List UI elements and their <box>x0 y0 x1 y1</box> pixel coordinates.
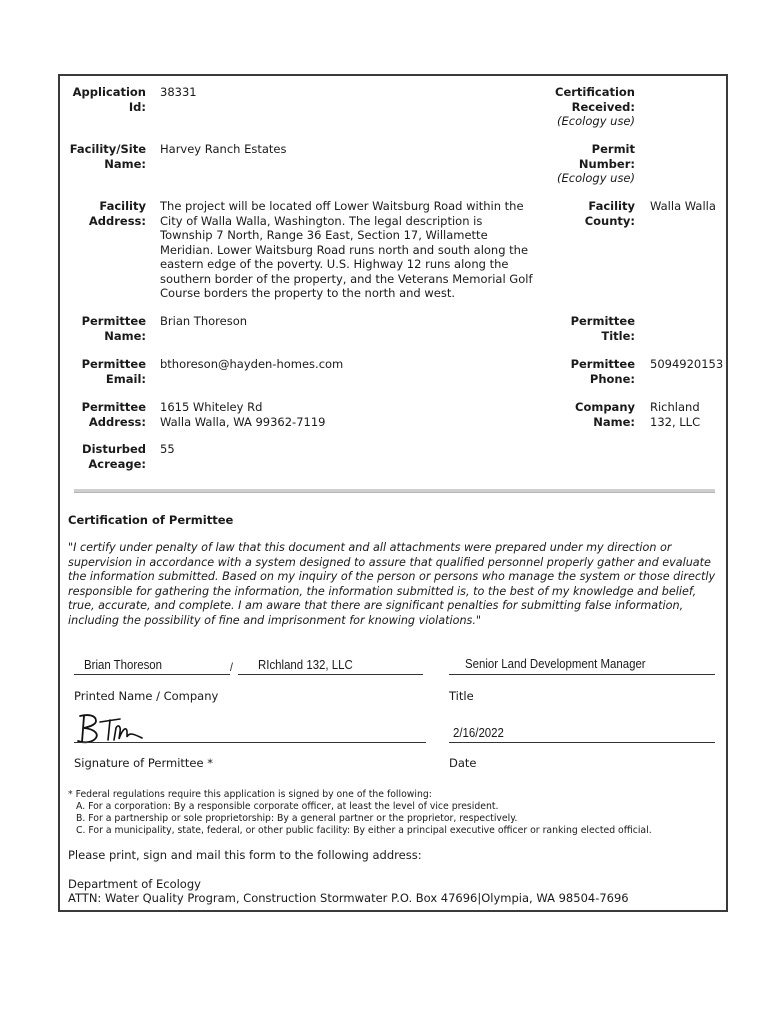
date-line <box>449 742 715 743</box>
facility-county-label: Facility County: <box>584 199 635 228</box>
permittee-email-label: Permittee Email: <box>81 357 146 386</box>
facility-name-label: Facility/Site Name: <box>69 142 146 171</box>
footnote-a: A. For a corporation: By a responsible corporate officer, at least the level of vice president. <box>76 801 499 812</box>
title-line <box>449 674 715 675</box>
date-value: 2/16/2022 <box>453 725 504 740</box>
title-value: Senior Land Development Manager <box>465 656 646 671</box>
mailing-instruction: Please print, sign and mail this form to the following address: <box>68 848 422 862</box>
ecology-use-note: (Ecology use) <box>557 171 635 185</box>
company-name-value: Richland 132, LLC <box>650 400 701 429</box>
handwritten-signature <box>74 712 154 746</box>
permit-number-label <box>520 142 635 186</box>
title-caption: Title <box>449 689 474 703</box>
facility-county-value: Walla Walla <box>650 199 716 213</box>
permit-number-label-text: Permit Number: <box>578 142 635 171</box>
mailing-address-line1: Department of Ecology <box>68 877 201 891</box>
printed-name-caption: Printed Name / Company <box>74 689 219 703</box>
section-divider <box>74 489 715 493</box>
permittee-address-value <box>160 400 325 429</box>
permittee-address-label: Permittee Address: <box>81 400 146 429</box>
permittee-phone-label: Permittee Phone: <box>570 357 635 386</box>
permittee-address-line2: Walla Walla, WA 99362-7119 <box>160 414 326 429</box>
signature-line <box>74 742 426 743</box>
permittee-name-value: Brian Thoreson <box>160 314 248 328</box>
signature-caption: Signature of Permittee * <box>74 756 213 770</box>
disturbed-acreage-value: 55 <box>160 442 175 456</box>
permittee-name-label: Permittee Name: <box>81 314 146 343</box>
footnote-c: C. For a municipality, state, federal, or other public facility: By either a principal executive officer or ranking elected official. <box>76 825 652 836</box>
company-name-label: Company Name: <box>575 400 635 429</box>
facility-address-label: Facility Address: <box>88 199 146 228</box>
printed-name-value: Brian Thoreson <box>84 657 163 672</box>
company-value: RIchland 132, LLC <box>258 657 353 672</box>
certification-statement: "I certify under penalty of law that this document and all attachments were prepared under my direction or supervision in accordance with a system designed to assure that qualified personnel properly gather and evaluate the information submitted. Based on my inquiry of the person or persons who manage the system or those directly responsible for gathering the information, the information submitted is, to the best of my knowledge and belief, true, accurate, and complete. I am aware that there are significant penalties for submitting false information, including the possibility of fine and imprisonment for knowing violations." <box>68 541 716 627</box>
printed-name-line <box>74 674 230 675</box>
application-id-label: Application Id: <box>72 85 146 114</box>
company-line <box>238 674 423 675</box>
footnote-b: B. For a partnership or sole proprietorship: By a general partner or the proprietor, respectively. <box>76 813 518 824</box>
permittee-title-label: Permittee Title: <box>570 314 635 343</box>
date-caption: Date <box>449 756 477 770</box>
permittee-address-line1: 1615 Whiteley Rd <box>160 400 263 414</box>
facility-address-value: The project will be located off Lower Waitsburg Road within the City of Walla Walla, Washington. The legal description is Township 7 North, Range 36 East, Section 17, Willamette Meridian. Lower Waitsburg Road runs north and south along the eastern edge of the poverty. U.S. Highway 12 runs along the southern border of the property, and the Veterans Memorial Golf Course borders the property to the north and west. <box>160 199 533 300</box>
application-id-value: 38331 <box>160 85 197 99</box>
facility-name-value: Harvey Ranch Estates <box>160 142 287 156</box>
permittee-email-value: bthoreson@hayden-homes.com <box>160 357 344 371</box>
name-company-separator: / <box>230 660 233 674</box>
mailing-address-line2: ATTN: Water Quality Program, Construction Stormwater P.O. Box 47696|Olympia, WA 98504-7696 <box>68 891 629 905</box>
disturbed-acreage-label: Disturbed Acreage: <box>82 442 146 471</box>
certification-received-label-text: Certification Received: <box>555 85 635 114</box>
footnote-intro: * Federal regulations require this application is signed by one of the following: <box>68 789 432 800</box>
ecology-use-note: (Ecology use) <box>557 114 635 128</box>
certification-received-label <box>520 85 635 129</box>
certification-heading: Certification of Permittee <box>68 513 234 527</box>
permittee-phone-value: 5094920153 <box>650 357 724 371</box>
